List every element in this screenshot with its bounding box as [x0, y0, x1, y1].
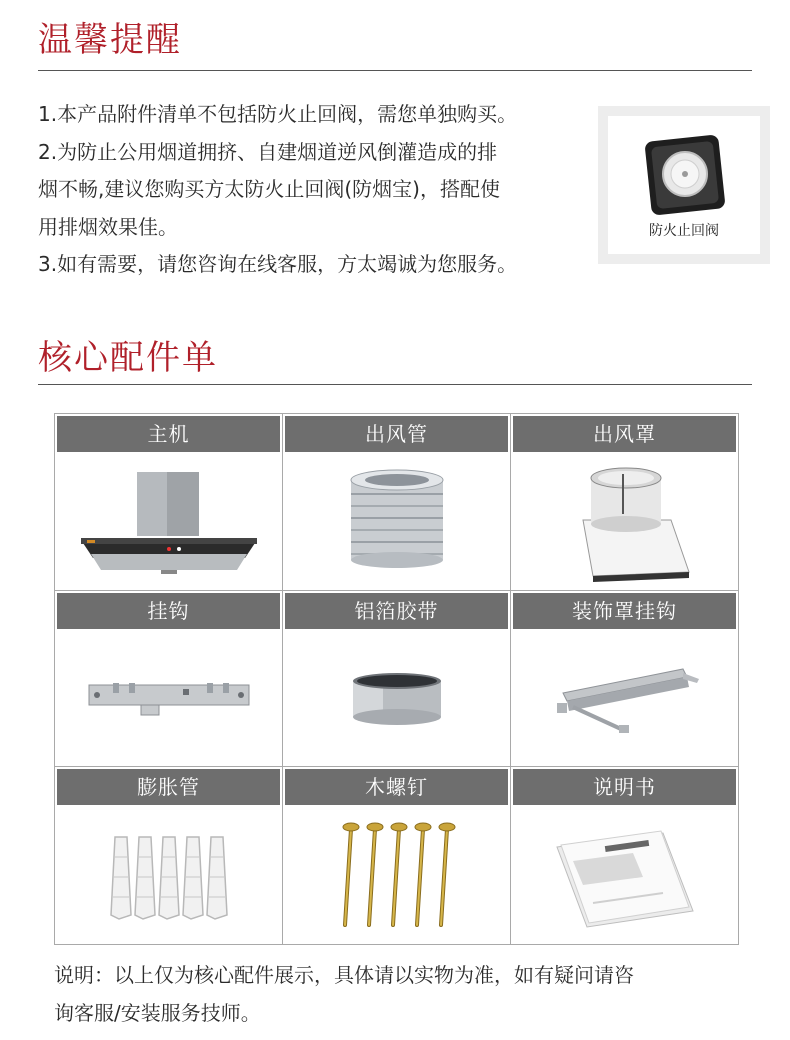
reminder-divider [38, 70, 752, 71]
reminder-line: 用排烟效果佳。 [38, 214, 178, 239]
accessory-cover-hook [511, 591, 738, 767]
accessory-label: 出风管 [285, 416, 508, 452]
accessories-title: 核心配件单 [38, 338, 218, 378]
accessory-label: 挂钩 [57, 593, 280, 629]
hanger-bracket-icon [57, 631, 280, 767]
accessories-divider [38, 384, 752, 385]
accessory-foil-tape [283, 591, 510, 767]
fire-valve-caption: 防火止回阀 [649, 223, 719, 239]
accessory-main-unit [55, 414, 282, 590]
accessory-outlet-cover [511, 414, 738, 590]
reminder-title: 温馨提醒 [38, 20, 182, 60]
cover-hook-icon [513, 631, 736, 767]
range-hood-icon [57, 454, 280, 590]
accessory-wood-screw [283, 767, 510, 943]
reminder-line: 3.如有需要，请您咨询在线客服，方太竭诚为您服务。 [38, 252, 518, 276]
duct-hose-icon [285, 454, 508, 590]
disclaimer-note [54, 956, 754, 1032]
accessory-label: 装饰罩挂钩 [513, 593, 736, 629]
wood-screw-icon [285, 807, 508, 943]
accessory-label: 膨胀管 [57, 769, 280, 805]
foil-tape-icon [285, 631, 508, 767]
disclaimer-line: 说明：以上仅为核心配件展示，具体请以实物为准，如有疑问请咨 [54, 963, 634, 987]
outlet-cover-icon [513, 454, 736, 590]
manual-icon [513, 807, 736, 943]
accessory-wall-plug [55, 767, 282, 943]
accessory-duct-hose [283, 414, 510, 590]
reminder-line: 2.为防止公用烟道拥挤、自建烟道逆风倒灌造成的排 [38, 139, 498, 164]
disclaimer-line: 询客服/安装服务技师。 [54, 1001, 261, 1025]
fire-valve-image-card [598, 106, 770, 264]
reminder-list [38, 96, 618, 284]
accessory-label: 木螺钉 [285, 769, 508, 805]
accessory-hanger [55, 591, 282, 767]
accessory-label: 主机 [57, 416, 280, 452]
accessory-label: 出风罩 [513, 416, 736, 452]
reminder-line: 1.本产品附件清单不包括防火止回阀，需您单独购买。 [38, 102, 518, 126]
reminder-line: 烟不畅,建议您购买方太防火止回阀(防烟宝)，搭配使 [38, 177, 500, 201]
accessories-grid [54, 413, 739, 945]
wall-plug-icon [57, 807, 280, 943]
accessory-manual [511, 767, 738, 943]
fire-valve-image [608, 116, 760, 254]
accessory-label: 铝箔胶带 [285, 593, 508, 629]
accessory-label: 说明书 [513, 769, 736, 805]
fire-valve-icon [608, 116, 760, 216]
